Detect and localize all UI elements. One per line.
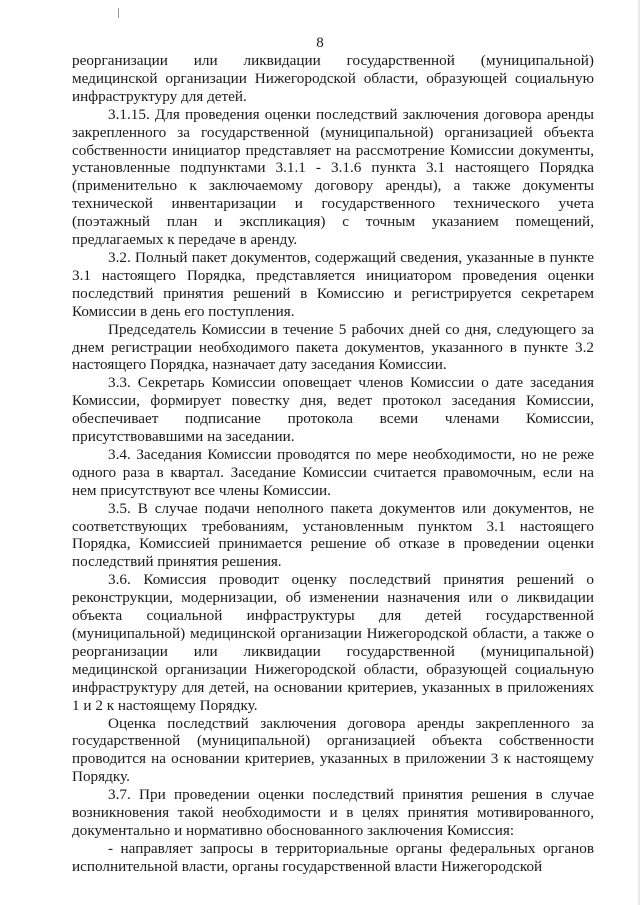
paragraph: Оценка последствий заключения договора аренды закрепленного за государственной (муниципальной) организацией объекта собственности проводится на основании критериев, указанных в приложении 3 к настоящему Порядку.	[72, 714, 594, 786]
paragraph: 3.4. Заседания Комиссии проводятся по мере необходимости, но не реже одного раза в квартал. Заседание Комиссии считается правомочным, если на нем присутствуют все члены Комиссии.	[72, 445, 594, 499]
list-item: - направляет запросы в территориальные органы федеральных органов исполнительной власти, органы государственной власти Нижегородской	[72, 839, 594, 875]
page-number: 8	[316, 35, 324, 51]
paragraph: 3.5. В случае подачи неполного пакета документов или документов, не соответствующих требованиям, установленным пунктом 3.1 настоящего Порядка, Комиссией принимается решение об отказе в проведении оценки последствий принятия решения.	[72, 499, 594, 571]
paragraph: 3.7. При проведении оценки последствий принятия решения в случае возникновения такой необходимости и в целях принятия мотивированного, документально и нормативно обоснованного заключения Комиссия:	[72, 786, 594, 839]
paragraph: 3.1.15. Для проведения оценки последствий заключения договора аренды закрепленного за государственной (муниципальной) организацией объекта собственности инициатор представляет на рассмотрение Комиссии документы, установленные подпунктами 3.1.1 - 3.1.6 пункта 3.1 настоящего Порядка (применительно к заключаемому договору аренды), а также документы технической инвентаризации и государственного технического учета (поэтажный план и экспликация) с точным указанием помещений, предлагаемых к передаче в аренду.	[72, 105, 594, 249]
document-body	[72, 52, 594, 876]
paragraph: 3.3. Секретарь Комиссии оповещает членов Комиссии о дате заседания Комиссии, формирует повестку дня, ведет протокол заседания Комиссии, обеспечивает подписание протокола всеми членами Комиссии, присутствовавшими на заседании.	[72, 374, 594, 446]
paragraph: 3.2. Полный пакет документов, содержащий сведения, указанные в пункте 3.1 настоящего Порядка, представляется инициатором проведения оценки последствий принятия решений в Комиссию и регистрируется секретарем Комиссии в день его поступления.	[72, 248, 594, 320]
paragraph: 3.6. Комиссия проводит оценку последствий принятия решений о реконструкции, модернизации, об изменении назначения или о ликвидации объекта социальной инфраструктуры для детей государственной (муниципальной) медицинской организации Нижегородской области, а также о реорганизации или ликвидации государственной (муниципальной) медицинской организации Нижегородской области, образующей социальную инфраструктуру для детей, на основании критериев, указанных в приложениях 1 и 2 к настоящему Порядку.	[72, 571, 594, 714]
scan-artifact	[118, 8, 119, 18]
paragraph: Председатель Комиссии в течение 5 рабочих дней со дня, следующего за днем регистрации необходимого пакета документов, указанного в пункте 3.2 настоящего Порядка, назначает дату заседания Комиссии.	[72, 320, 594, 374]
paragraph: реорганизации или ликвидации государственной (муниципальной) медицинской организации Нижегородской области, образующей социальную инфраструктуру для детей.	[72, 52, 594, 105]
